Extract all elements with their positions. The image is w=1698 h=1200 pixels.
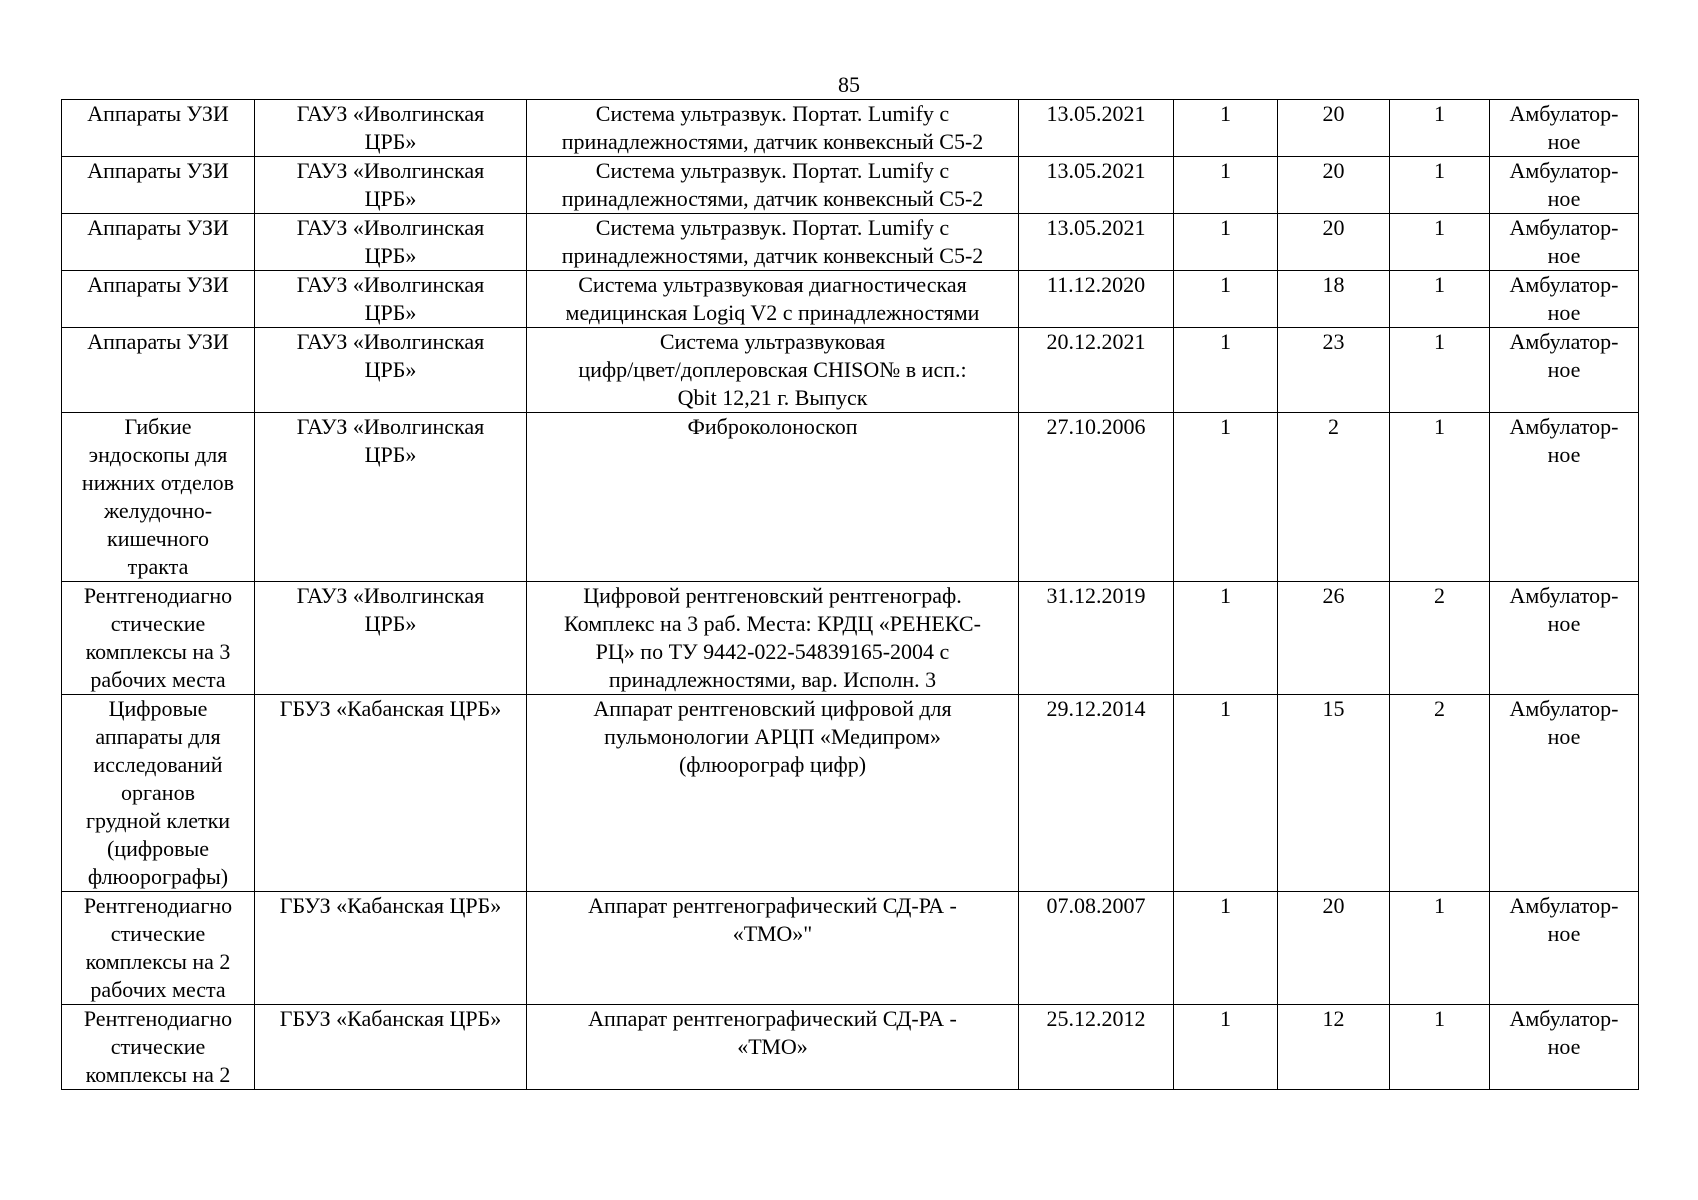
- date-cell: [1019, 413, 1174, 582]
- age-cell: [1278, 214, 1390, 271]
- cell-text: 20: [1322, 101, 1345, 126]
- equipment-type-cell: [62, 100, 255, 157]
- date-cell: [1019, 214, 1174, 271]
- age-cell: [1278, 100, 1390, 157]
- age-cell: [1278, 582, 1390, 695]
- equipment-type-cell: [62, 328, 255, 413]
- age-cell: [1278, 328, 1390, 413]
- cell-text: Аппараты УЗИ: [87, 329, 229, 354]
- institution-cell: [255, 157, 527, 214]
- age-cell: [1278, 271, 1390, 328]
- quantity-cell: [1174, 157, 1278, 214]
- quantity-cell: [1174, 100, 1278, 157]
- cell-text: 1: [1220, 893, 1231, 918]
- shift-cell: [1390, 271, 1490, 328]
- institution-cell: [255, 892, 527, 1005]
- cell-text: ГАУЗ «Иволгинская ЦРБ»: [296, 158, 485, 211]
- care-type-cell: [1490, 271, 1639, 328]
- cell-text: 1: [1220, 215, 1231, 240]
- cell-text: 13.05.2021: [1046, 215, 1146, 240]
- cell-text: 1: [1434, 329, 1445, 354]
- equipment-type-cell: [62, 1005, 255, 1090]
- cell-text: ГБУЗ «Кабанская ЦРБ»: [279, 1006, 502, 1031]
- institution-cell: [255, 1005, 527, 1090]
- cell-text: ГАУЗ «Иволгинская ЦРБ»: [296, 101, 485, 154]
- device-name-cell: [527, 157, 1019, 214]
- cell-text: ГБУЗ «Кабанская ЦРБ»: [279, 696, 502, 721]
- institution-cell: [255, 214, 527, 271]
- device-name-cell: [527, 328, 1019, 413]
- age-cell: [1278, 1005, 1390, 1090]
- table-row: [62, 271, 1639, 328]
- cell-text: 27.10.2006: [1046, 414, 1146, 439]
- table-row: [62, 100, 1639, 157]
- cell-text: 23: [1322, 329, 1345, 354]
- quantity-cell: [1174, 1005, 1278, 1090]
- cell-text: 2: [1328, 414, 1339, 439]
- cell-text: Аппараты УЗИ: [87, 101, 229, 126]
- shift-cell: [1390, 157, 1490, 214]
- quantity-cell: [1174, 271, 1278, 328]
- cell-text: 1: [1220, 414, 1231, 439]
- care-type-cell: [1490, 582, 1639, 695]
- cell-text: 1: [1434, 893, 1445, 918]
- shift-cell: [1390, 328, 1490, 413]
- care-type-cell: [1490, 892, 1639, 1005]
- equipment-type-cell: [62, 157, 255, 214]
- device-name-cell: [527, 892, 1019, 1005]
- cell-text: ГБУЗ «Кабанская ЦРБ»: [279, 893, 502, 918]
- cell-text: Амбулатор- ное: [1509, 893, 1619, 946]
- cell-text: 1: [1220, 696, 1231, 721]
- cell-text: 20: [1322, 215, 1345, 240]
- cell-text: 1: [1220, 583, 1231, 608]
- date-cell: [1019, 582, 1174, 695]
- care-type-cell: [1490, 328, 1639, 413]
- cell-text: 20: [1322, 158, 1345, 183]
- shift-cell: [1390, 582, 1490, 695]
- cell-text: Цифровой рентгеновский рентгенограф. Комплекс на 3 раб. Места: КРДЦ «РЕНЕКС- РЦ» по ТУ 9442-022-54839165-2004 с принадлежностями, вар. Исполн. 3: [564, 583, 981, 692]
- cell-text: ГАУЗ «Иволгинская ЦРБ»: [296, 272, 485, 325]
- cell-text: Рентгенодиагно стические комплексы на 3 рабочих места: [83, 583, 233, 692]
- cell-text: Амбулатор- ное: [1509, 414, 1619, 467]
- equipment-type-cell: [62, 214, 255, 271]
- cell-text: Аппараты УЗИ: [87, 158, 229, 183]
- date-cell: [1019, 892, 1174, 1005]
- quantity-cell: [1174, 695, 1278, 892]
- cell-text: Амбулатор- ное: [1509, 272, 1619, 325]
- date-cell: [1019, 1005, 1174, 1090]
- table-body: [62, 100, 1639, 1090]
- table-row: [62, 582, 1639, 695]
- quantity-cell: [1174, 214, 1278, 271]
- cell-text: Система ультразвуковая цифр/цвет/доплеровская CHISO№ в исп.: Qbit 12,21 г. Выпуск: [578, 329, 967, 410]
- cell-text: 1: [1220, 158, 1231, 183]
- institution-cell: [255, 695, 527, 892]
- cell-text: Рентгенодиагно стические комплексы на 2: [83, 1006, 233, 1087]
- cell-text: Система ультразвук. Портат. Lumify с принадлежностями, датчик конвексный С5-2: [561, 158, 984, 211]
- cell-text: Амбулатор- ное: [1509, 696, 1619, 749]
- age-cell: [1278, 157, 1390, 214]
- shift-cell: [1390, 892, 1490, 1005]
- cell-text: 1: [1434, 414, 1445, 439]
- cell-text: 13.05.2021: [1046, 101, 1146, 126]
- cell-text: Система ультразвуковая диагностическая медицинская Logiq V2 с принадлежностями: [565, 272, 980, 325]
- cell-text: 26: [1322, 583, 1345, 608]
- device-name-cell: [527, 582, 1019, 695]
- cell-text: ГАУЗ «Иволгинская ЦРБ»: [296, 414, 485, 467]
- quantity-cell: [1174, 413, 1278, 582]
- cell-text: Амбулатор- ное: [1509, 215, 1619, 268]
- care-type-cell: [1490, 1005, 1639, 1090]
- shift-cell: [1390, 695, 1490, 892]
- shift-cell: [1390, 214, 1490, 271]
- cell-text: ГАУЗ «Иволгинская ЦРБ»: [296, 215, 485, 268]
- cell-text: 2: [1434, 696, 1445, 721]
- cell-text: Аппарат рентгеновский цифровой для пульмонологии АРЦП «Медипром» (флюорограф цифр): [593, 696, 952, 777]
- cell-text: Гибкие эндоскопы для нижних отделов желудочно- кишечного тракта: [81, 414, 235, 579]
- institution-cell: [255, 271, 527, 328]
- page-number: 85: [838, 72, 860, 97]
- cell-text: Амбулатор- ное: [1509, 101, 1619, 154]
- cell-text: 18: [1322, 272, 1345, 297]
- cell-text: 31.12.2019: [1046, 583, 1146, 608]
- cell-text: 1: [1220, 101, 1231, 126]
- quantity-cell: [1174, 892, 1278, 1005]
- table-row: [62, 157, 1639, 214]
- age-cell: [1278, 413, 1390, 582]
- shift-cell: [1390, 413, 1490, 582]
- date-cell: [1019, 695, 1174, 892]
- device-name-cell: [527, 100, 1019, 157]
- device-name-cell: [527, 413, 1019, 582]
- cell-text: Амбулатор- ное: [1509, 1006, 1619, 1059]
- cell-text: 20.12.2021: [1046, 329, 1146, 354]
- cell-text: Аппараты УЗИ: [87, 272, 229, 297]
- date-cell: [1019, 157, 1174, 214]
- shift-cell: [1390, 1005, 1490, 1090]
- cell-text: Амбулатор- ное: [1509, 158, 1619, 211]
- table-row: [62, 413, 1639, 582]
- care-type-cell: [1490, 413, 1639, 582]
- cell-text: Система ультразвук. Портат. Lumify с принадлежностями, датчик конвексный С5-2: [561, 101, 984, 154]
- cell-text: Фиброколоноскоп: [687, 414, 858, 439]
- cell-text: Амбулатор- ное: [1509, 329, 1619, 382]
- cell-text: 12: [1322, 1006, 1345, 1031]
- cell-text: Система ультразвук. Портат. Lumify с принадлежностями, датчик конвексный С5-2: [561, 215, 984, 268]
- date-cell: [1019, 271, 1174, 328]
- cell-text: 13.05.2021: [1046, 158, 1146, 183]
- equipment-type-cell: [62, 271, 255, 328]
- quantity-cell: [1174, 328, 1278, 413]
- cell-text: 29.12.2014: [1046, 696, 1146, 721]
- cell-text: 1: [1434, 272, 1445, 297]
- cell-text: ГАУЗ «Иволгинская ЦРБ»: [296, 583, 485, 636]
- age-cell: [1278, 892, 1390, 1005]
- equipment-type-cell: [62, 582, 255, 695]
- cell-text: Аппарат рентгенографический СД-РА - «ТМО»: [588, 1006, 957, 1059]
- cell-text: 25.12.2012: [1046, 1006, 1146, 1031]
- cell-text: 1: [1434, 1006, 1445, 1031]
- date-cell: [1019, 100, 1174, 157]
- age-cell: [1278, 695, 1390, 892]
- care-type-cell: [1490, 157, 1639, 214]
- table-row: [62, 1005, 1639, 1090]
- care-type-cell: [1490, 214, 1639, 271]
- cell-text: 1: [1220, 1006, 1231, 1031]
- shift-cell: [1390, 100, 1490, 157]
- device-name-cell: [527, 695, 1019, 892]
- equipment-table: [61, 99, 1639, 1090]
- cell-text: 11.12.2020: [1046, 272, 1146, 297]
- equipment-type-cell: [62, 892, 255, 1005]
- cell-text: Цифровые аппараты для исследований органов грудной клетки (цифровые флюорографы): [85, 696, 231, 889]
- quantity-cell: [1174, 582, 1278, 695]
- cell-text: 15: [1322, 696, 1345, 721]
- cell-text: Амбулатор- ное: [1509, 583, 1619, 636]
- care-type-cell: [1490, 695, 1639, 892]
- table-row: [62, 695, 1639, 892]
- cell-text: 1: [1434, 215, 1445, 240]
- equipment-type-cell: [62, 695, 255, 892]
- care-type-cell: [1490, 100, 1639, 157]
- institution-cell: [255, 413, 527, 582]
- cell-text: 1: [1220, 329, 1231, 354]
- equipment-type-cell: [62, 413, 255, 582]
- device-name-cell: [527, 271, 1019, 328]
- institution-cell: [255, 328, 527, 413]
- cell-text: Аппараты УЗИ: [87, 215, 229, 240]
- cell-text: Аппарат рентгенографический СД-РА - «ТМО»": [588, 893, 957, 946]
- table-row: [62, 892, 1639, 1005]
- table-row: [62, 328, 1639, 413]
- cell-text: 07.08.2007: [1046, 893, 1146, 918]
- cell-text: 1: [1220, 272, 1231, 297]
- cell-text: Рентгенодиагно стические комплексы на 2 рабочих места: [83, 893, 233, 1002]
- cell-text: 20: [1322, 893, 1345, 918]
- device-name-cell: [527, 214, 1019, 271]
- cell-text: 1: [1434, 158, 1445, 183]
- cell-text: 1: [1434, 101, 1445, 126]
- table-row: [62, 214, 1639, 271]
- institution-cell: [255, 582, 527, 695]
- date-cell: [1019, 328, 1174, 413]
- device-name-cell: [527, 1005, 1019, 1090]
- institution-cell: [255, 100, 527, 157]
- cell-text: ГАУЗ «Иволгинская ЦРБ»: [296, 329, 485, 382]
- cell-text: 2: [1434, 583, 1445, 608]
